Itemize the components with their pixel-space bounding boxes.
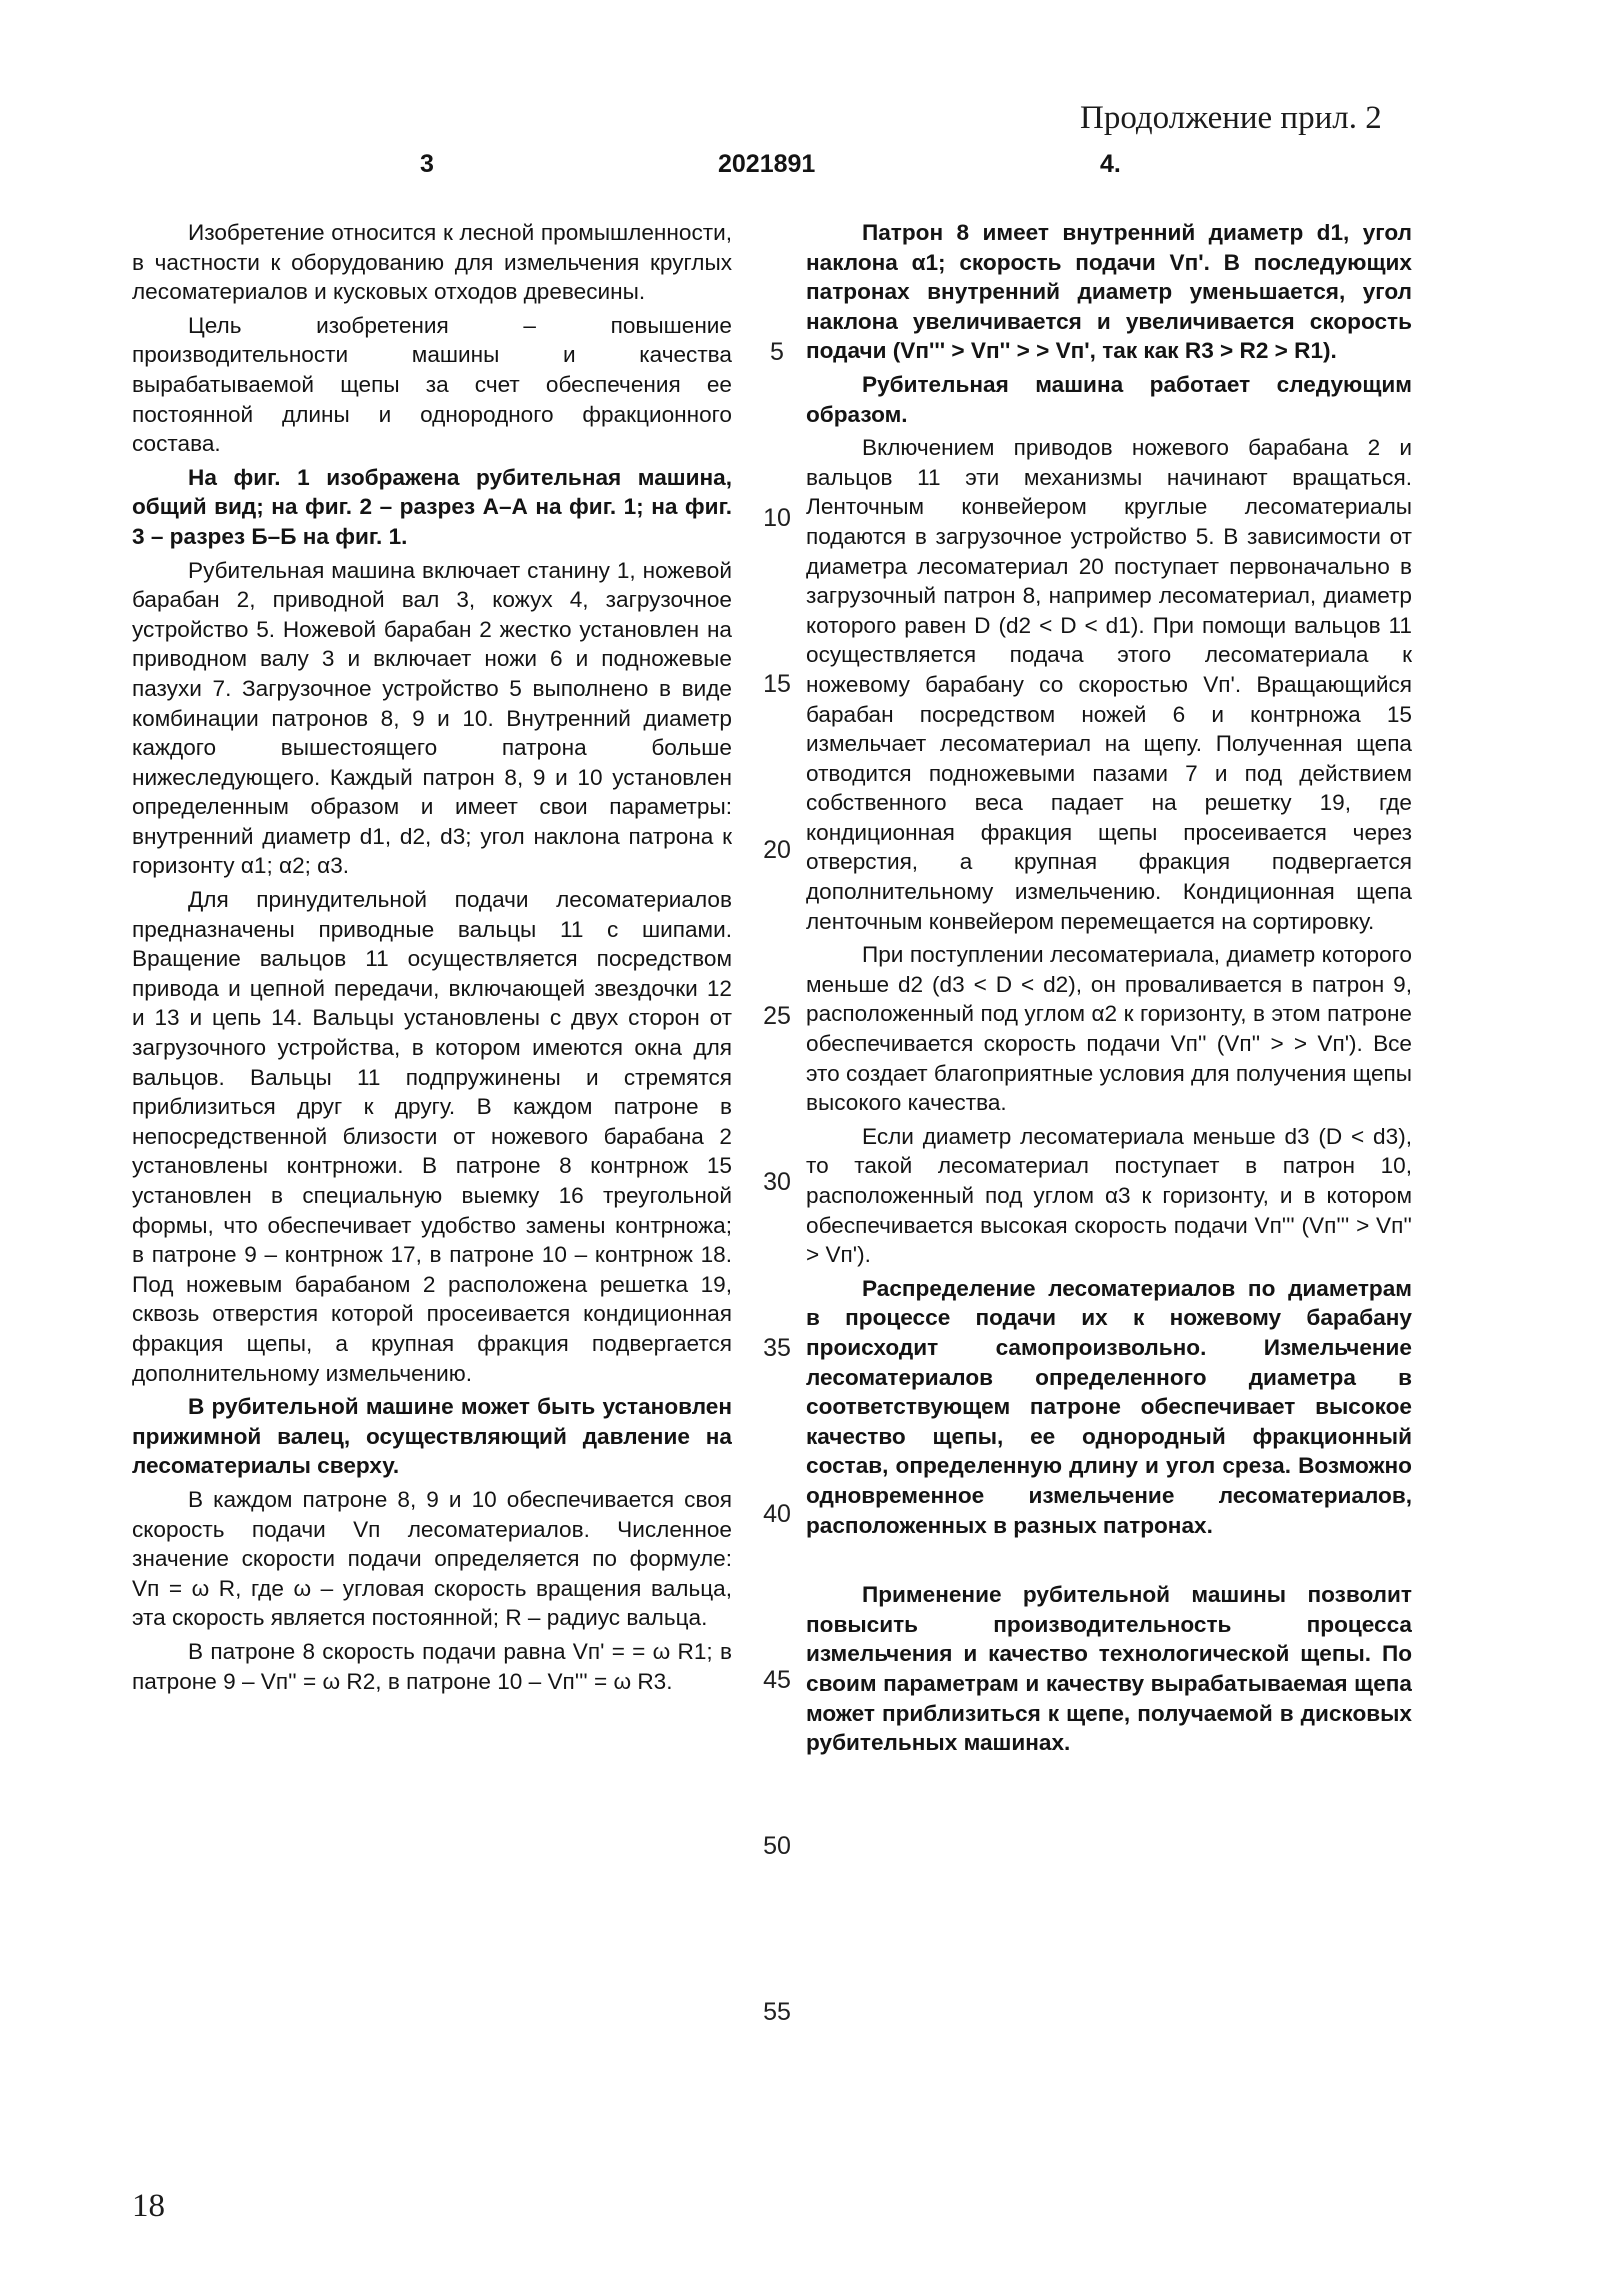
paragraph: В патроне 8 скорость подачи равна Vп' = = ω R1; в патроне 9 – Vп'' = ω R2, в патроне 10 – Vп''' = ω R3. [132,1638,732,1694]
paragraph: Цель изобретения – повышение производительности машины и качества вырабатываемой щепы за счет обеспечения ее постоянной длины и однородного фракционного состава. [132,312,732,457]
paragraph: Изобретение относится к лесной промышленности, в частности к оборудованию для измельчения круглых лесоматериалов и кусковых отходов древесины. [132,220,732,305]
line-number: 25 [763,1002,791,1030]
right-text-column [806,218,1412,2158]
paragraph: Патрон 8 имеет внутренний диаметр d1, угол наклона α1; скорость подачи Vп'. В последующих патронах внутренний диаметр уменьшается, угол наклона увеличивается и увеличивается скорость подачи (Vп''' > Vп'' > > Vп', так как R3 > R2 > R1). [806,220,1412,364]
line-number: 55 [763,1998,791,2026]
line-number: 40 [763,1500,791,1528]
paragraph: Для принудительной подачи лесоматериалов предназначены приводные вальцы 11 с шипами. Вращение вальцов 11 осуществляется посредством привода и цепной передачи, включающей звездочки 12 и 13 и цепь 14. Вальцы установлены с двух сторон от загрузочного устройства, в котором имеются окна для вальцов. Вальцы 11 подпружинены и стремятся приблизиться друг к другу. В каждом патроне в непосредственной близости от ножевого барабана 2 установлены контрножи. В патроне 8 контрнож 15 установлен в специальную выемку 16 треугольной формы, что обеспечивает удобство замены контрножа; в патроне 9 – контрнож 17, в патроне 10 – контрнож 18. Под ножевым барабаном 2 расположена решетка 19, сквозь отверстия которой просеивается кондиционная фракция щепы, а крупная фракция подвергается дополнительному измельчению. [132,887,732,1386]
line-number: 15 [763,670,791,698]
patent-number: 2021891 [718,150,816,178]
line-number: 35 [763,1334,791,1362]
line-number: 45 [763,1666,791,1694]
paragraph: На фиг. 1 изображена рубительная машина, общий вид; на фиг. 2 – разрез А–А на фиг. 1; на фиг. 3 – разрез Б–Б на фиг. 1. [132,464,732,549]
line-number: 30 [763,1168,791,1196]
paragraph: Рубительная машина работает следующим образом. [806,371,1412,427]
continuation-label: Продолжение прил. 2 [1080,100,1382,136]
line-number: 50 [763,1832,791,1860]
line-number: 20 [763,836,791,864]
line-number: 10 [763,504,791,532]
paragraph: Включением приводов ножевого барабана 2 и вальцов 11 эти механизмы начинают вращаться. Ленточным конвейером круглые лесоматериалы подаются в загрузочное устройство 5. В зависимости от диаметра лесоматериал 20 поступает первоначально в загрузочный патрон 8, например лесоматериал, диаметр которого равен D (d2 < D < d1). При помощи вальцов 11 осуществляется подача этого лесоматериала к ножевому барабану со скоростью Vп'. Вращающийся барабан посредством ножей 6 и контрножа 15 измельчает лесоматериал на щепу. Полученная щепа отводится подножевыми пазами 7 и под действием собственного веса падает на решетку 19, где кондиционная фракция щепы просеивается через отверстия, а крупная фракция подвергается дополнительному измельчению. Кондиционная щепа ленточным конвейером перемещается на сортировку. [806,435,1412,934]
paragraph: Если диаметр лесоматериала меньше d3 (D < d3), то такой лесоматериал поступает в патрон 10, расположенный под углом α3 к горизонту, и в котором обеспечивается высокая скорость подачи Vп''' (Vп''' > Vп'' > Vп'). [806,1123,1412,1268]
paragraph: В рубительной машине может быть установлен прижимной валец, осуществляющий давление на лесоматериалы сверху. [132,1394,732,1479]
page-number-right: 4. [1100,150,1121,178]
line-number-gutter [755,0,805,2292]
paragraph: Рубительная машина включает станину 1, ножевой барабан 2, приводной вал 3, кожух 4, загрузочное устройство 5. Ножевой барабан 2 жестко установлен на приводном валу 3 и включает ножи 6 и подножевые пазухи 7. Загрузочное устройство 5 выполнено в виде комбинации патронов 8, 9 и 10. Внутренний диаметр каждого вышестоящего патрона больше нижеследующего. Каждый патрон 8, 9 и 10 установлен определенным образом и имеет свои параметры: внутренний диаметр d1, d2, d3; угол наклона патрона к горизонту α1; α2; α3. [132,557,732,879]
paragraph: Применение рубительной машины позволит повысить производительность процесса измельчения и качество технологической щепы. По своим параметрам и качеству вырабатываемая щепа может приблизиться к щепе, получаемой в дисковых рубительных машинах. [806,1582,1412,1756]
page-number-left: 3 [420,150,434,178]
left-text-column [132,218,732,2158]
paragraph: Распределение лесоматериалов по диаметрам в процессе подачи их к ножевому барабану происходит самопроизвольно. Измельчение лесоматериалов определенного диаметра в соответствующем патроне обеспечивает высокое качество щепы, ее однородный фракционный состав, определенную длину и угол среза. Возможно одновременное измельчение лесоматериалов, расположенных в разных патронах. [806,1275,1412,1538]
footer-page-number: 18 [132,2188,165,2224]
line-number: 5 [770,338,784,366]
paragraph: При поступлении лесоматериала, диаметр которого меньше d2 (d3 < D < d2), он проваливается в патрон 9, расположенный под углом α2 к горизонту, в этом патроне обеспечивается скорость подачи Vп'' (Vп'' > > Vп'). Все это создает благоприятные условия для получения щепы высокого качества. [806,942,1412,1116]
paragraph: В каждом патроне 8, 9 и 10 обеспечивается своя скорость подачи Vп лесоматериалов. Численное значение скорости подачи определяется по формуле: Vп = ω R, где ω – угловая скорость вращения вальца, эта скорость является постоянной; R – радиус вальца. [132,1486,732,1631]
